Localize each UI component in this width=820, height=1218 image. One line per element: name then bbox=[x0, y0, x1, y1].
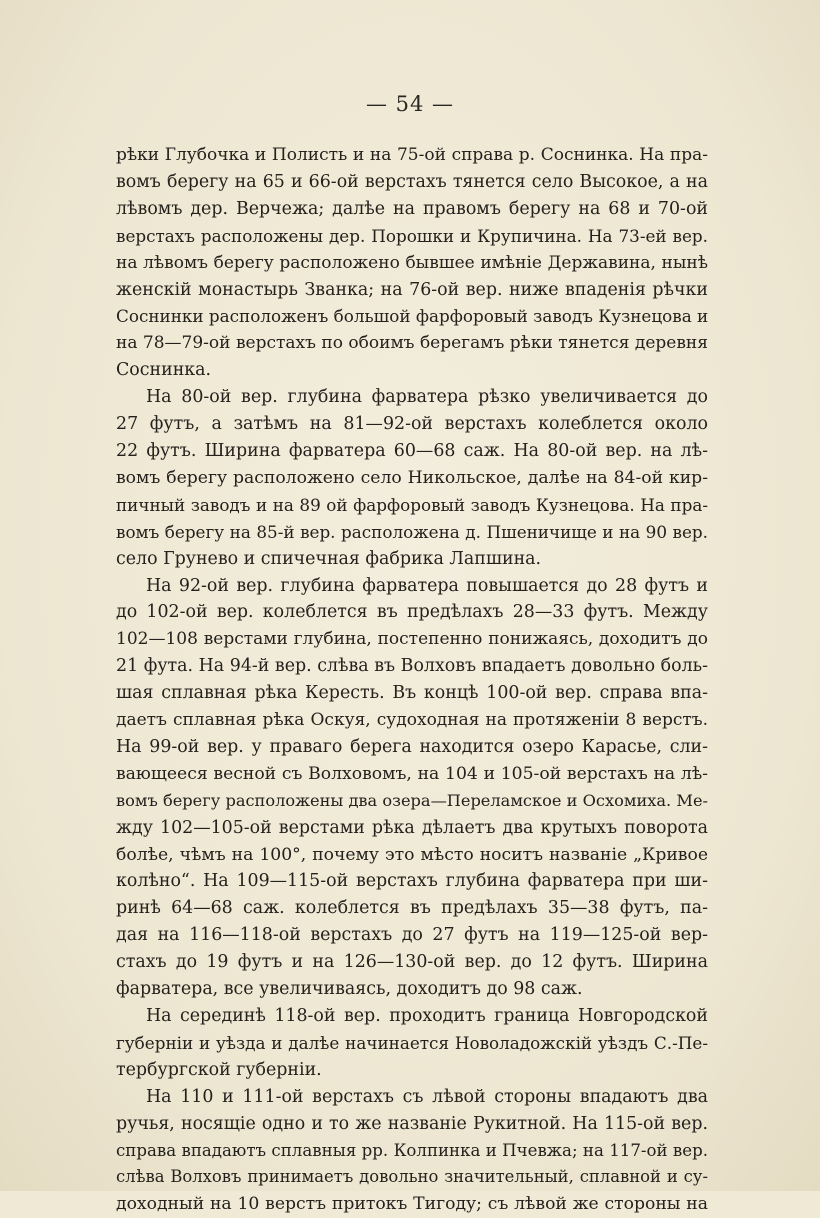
text-line: 102—108 верстами глубина, постепенно понижаясь, доходитъ до bbox=[116, 629, 708, 650]
text-line: доходный на 10 верстъ притокъ Тигоду; съ лѣвой же стороны на bbox=[116, 1194, 708, 1215]
text-line: ручья, носящіе одно и то же названіе Рукитной. На 115-ой вер. bbox=[116, 1113, 708, 1134]
paragraph bbox=[116, 573, 708, 1004]
text-line: На 80-ой вер. глубина фарватера рѣзко увеличивается до bbox=[146, 387, 708, 408]
text-line: На серединѣ 118-ой вер. проходитъ граница Новгородской bbox=[146, 1006, 708, 1026]
text-line: шая сплавная рѣка Кересть. Въ концѣ 100-ой вер. справа впа- bbox=[116, 683, 708, 704]
text-line: Соснинка. bbox=[116, 360, 212, 381]
text-line: губерніи и уѣзда и далѣе начинается Новоладожскій уѣздъ С.-Пе- bbox=[116, 1032, 708, 1053]
text-line: вающееся весной съ Волховомъ, на 104 и 105-ой верстахъ на лѣ- bbox=[116, 763, 708, 784]
text-line: лѣвомъ дер. Верчежа; далѣе на правомъ берегу на 68 и 70-ой bbox=[116, 198, 708, 219]
text-line: жду 102—105-ой верстами рѣка дѣлаетъ два крутыхъ поворота bbox=[116, 817, 708, 838]
text-line: На 110 и 111-ой верстахъ съ лѣвой стороны впадаютъ два bbox=[146, 1086, 708, 1107]
text-line: село Грунево и спичечная фабрика Лапшина. bbox=[116, 548, 542, 569]
text-line: женскій монастырь Званка; на 76-ой вер. ниже впаденія рѣчки bbox=[116, 279, 708, 300]
text-line: На 92-ой вер. глубина фарватера повышается до 28 футъ и bbox=[146, 575, 708, 596]
text-line: тербургской губерніи. bbox=[116, 1059, 322, 1080]
text-line: стахъ до 19 футъ и на 126—130-ой вер. до 12 футъ. Ширина bbox=[116, 952, 708, 973]
page-number: — 54 — bbox=[365, 92, 455, 116]
paragraph bbox=[116, 1003, 708, 1084]
text-line: ринѣ 64—68 саж. колеблется въ предѣлахъ 35—38 футъ, па- bbox=[116, 898, 708, 919]
text-line: колѣно“. На 109—115-ой верстахъ глубина фарватера при ши- bbox=[116, 871, 708, 892]
text-line: на 78—79-ой верстахъ по обоимъ берегамъ рѣки тянется деревня bbox=[116, 333, 708, 354]
text-line: На 99-ой вер. у праваго берега находится озеро Карасье, сли- bbox=[116, 736, 708, 757]
text-line: 21 фута. На 94-й вер. слѣва въ Волховъ впадаетъ довольно боль- bbox=[116, 656, 708, 677]
text-line: Соснинки расположенъ большой фарфоровый заводъ Кузнецова и bbox=[116, 306, 708, 327]
text-line: вомъ берегу на 85-й вер. расположена д. Пшеничище и на 90 вер. bbox=[116, 521, 708, 542]
text-line: фарватера, все увеличиваясь, доходитъ до 98 саж. bbox=[116, 979, 583, 1000]
text-line: даетъ сплавная рѣка Оскуя, судоходная на протяженіи 8 верстъ. bbox=[116, 710, 708, 731]
text-line: дая на 116—118-ой верстахъ до 27 футъ на 119—125-ой вер- bbox=[116, 925, 708, 946]
paragraph bbox=[116, 384, 708, 572]
paragraph bbox=[116, 1084, 708, 1218]
text-line: рѣки Глубочка и Полисть и на 75-ой справа р. Соснинка. На пра- bbox=[116, 145, 708, 165]
text-line: на лѣвомъ берегу расположено бывшее имѣніе Державина, нынѣ bbox=[116, 252, 708, 273]
text-line: справа впадаютъ сплавныя рр. Колпинка и Пчевжа; на 117-ой вер. bbox=[116, 1140, 708, 1160]
text-line: вомъ берегу расположено село Никольское, далѣе на 84-ой кир- bbox=[116, 467, 708, 488]
text-line: слѣва Волховъ принимаетъ довольно значительный, сплавной и су- bbox=[116, 1167, 708, 1187]
text-line: 27 футъ, а затѣмъ на 81—92-ой верстахъ колеблется около bbox=[116, 414, 708, 435]
text-line: вомъ берегу на 65 и 66-ой верстахъ тянется село Высокое, а на bbox=[116, 171, 708, 192]
paragraph bbox=[116, 142, 708, 384]
body-text bbox=[116, 142, 708, 1218]
text-line: болѣе, чѣмъ на 100°, почему это мѣсто носитъ названіе „Кривое bbox=[116, 844, 708, 865]
text-line: пичный заводъ и на 89 ой фарфоровый заводъ Кузнецова. На пра- bbox=[116, 494, 708, 515]
text-line: верстахъ расположены дер. Порошки и Крупичина. На 73-ей вер. bbox=[116, 225, 708, 246]
text-line: 22 футъ. Ширина фарватера 60—68 саж. На 80-ой вер. на лѣ- bbox=[116, 440, 708, 461]
text-line: до 102-ой вер. колеблется въ предѣлахъ 28—33 футъ. Между bbox=[116, 602, 708, 623]
text-line: вомъ берегу расположены два озера—Переламское и Осхомиха. Ме- bbox=[116, 790, 708, 810]
